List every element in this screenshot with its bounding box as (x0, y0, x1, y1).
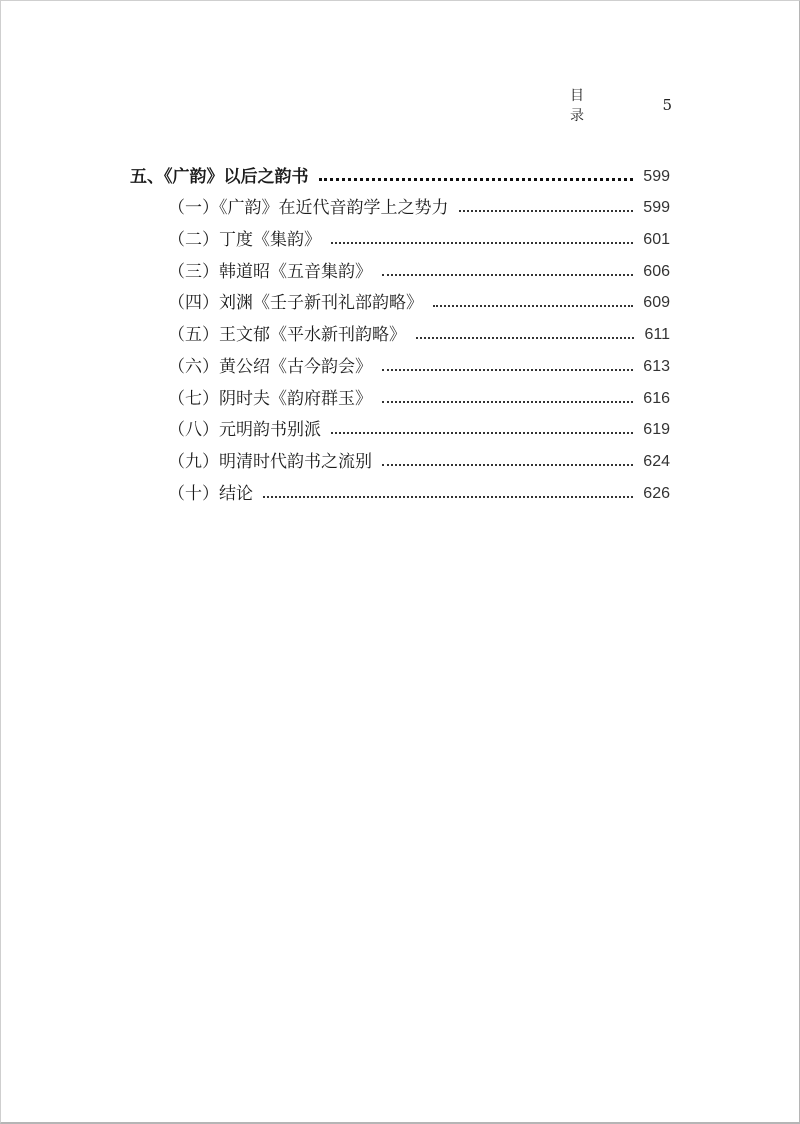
toc-entry-label: （二）丁度《集韵》 (168, 230, 321, 251)
toc-entry-page: 626 (643, 484, 670, 502)
running-head (560, 88, 672, 124)
toc-dot-leader (433, 304, 633, 307)
toc-entry-6[interactable] (130, 345, 670, 377)
toc-entry-8[interactable] (130, 409, 670, 441)
toc-entry-page: 601 (643, 231, 670, 249)
toc-dot-leader (382, 273, 633, 276)
toc-entry-label: （一）《广韵》在近代音韵学上之势力 (168, 198, 449, 219)
running-head-title: 目 录 (570, 88, 608, 124)
toc-dot-leader (416, 336, 634, 339)
toc-entry-label: （五）王文郁《平水新刊韵略》 (168, 325, 406, 346)
toc-entry-label: （三）韩道昭《五音集韵》 (168, 261, 372, 282)
toc-entry-2[interactable] (130, 218, 670, 250)
toc-entry-page: 613 (643, 357, 670, 375)
toc-entry-label: （七）阴时夫《韵府群玉》 (168, 388, 372, 409)
toc-entry-label: （十）结论 (168, 483, 253, 504)
toc-entry-label: （四）刘渊《壬子新刊礼部韵略》 (168, 293, 423, 314)
toc-chapter-label: 五、《广韵》以后之韵书 (130, 166, 309, 187)
toc-dot-leader (459, 209, 634, 212)
toc-entry-page: 616 (643, 389, 670, 407)
toc-dot-leader (263, 495, 633, 498)
toc-entry-1[interactable] (130, 187, 670, 219)
toc-entry-4[interactable] (130, 282, 670, 314)
toc-entry-7[interactable] (130, 377, 670, 409)
toc-entry-page: 611 (644, 326, 670, 344)
toc-entry-page: 599 (643, 199, 670, 217)
toc-entry-label: （九）明清时代韵书之流别 (168, 451, 372, 472)
toc-entry-page: 624 (643, 452, 670, 470)
toc-entry-9[interactable] (130, 440, 670, 472)
toc-entry-5[interactable] (130, 313, 670, 345)
toc-entry-label: （八）元明韵书别派 (168, 420, 321, 441)
toc-dot-leader (382, 463, 633, 466)
toc-entry-3[interactable] (130, 250, 670, 282)
toc-entry-page: 619 (643, 421, 670, 439)
toc-entry-10[interactable] (130, 472, 670, 504)
toc-entry-label: （六）黄公绍《古今韵会》 (168, 356, 372, 377)
toc-entry-page: 609 (643, 294, 670, 312)
running-head-page-number: 5 (662, 96, 672, 114)
toc-dot-leader (331, 241, 633, 244)
toc-dot-leader (331, 431, 633, 434)
toc-chapter-page: 599 (643, 167, 670, 185)
toc-dot-leader (382, 368, 633, 371)
table-of-contents (130, 155, 670, 504)
toc-dot-leader (319, 177, 634, 181)
toc-chapter-entry[interactable] (130, 155, 670, 187)
toc-dot-leader (382, 400, 633, 403)
toc-entry-page: 606 (643, 262, 670, 280)
